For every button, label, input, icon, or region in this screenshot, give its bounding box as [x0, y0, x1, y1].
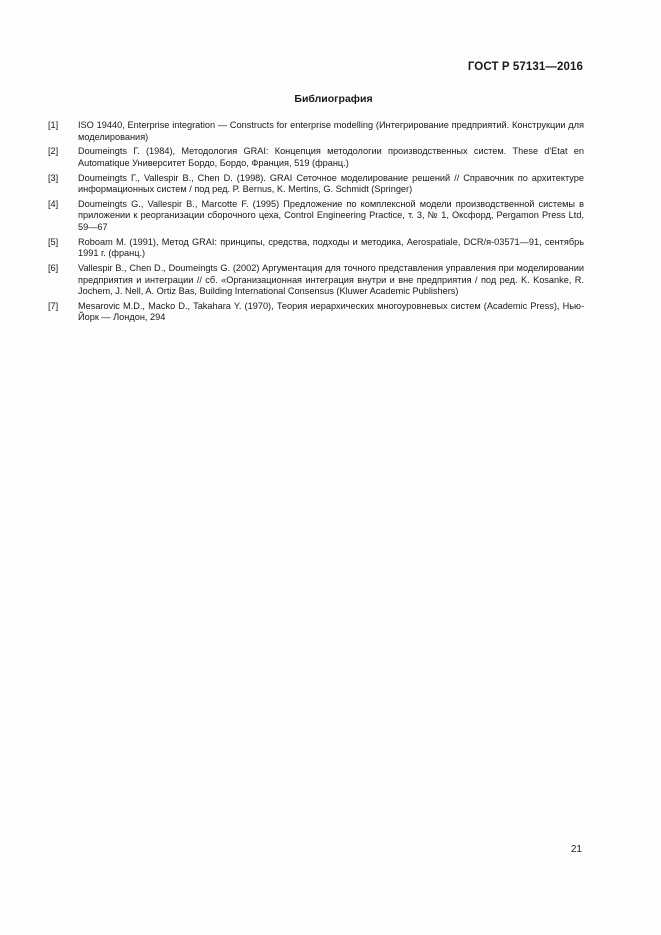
bibliography-item	[48, 173, 584, 196]
bibliography-item	[48, 301, 584, 324]
reference-number: [6]	[48, 263, 59, 273]
reference-number: [4]	[48, 198, 59, 209]
document-code: ГОСТ Р 57131—2016	[467, 61, 583, 73]
reference-text: Doumeingts Г., Vallespir B., Chen D. (1998). GRAI Сеточное моделирование решений // Справочник по архитектуре информационных систем / под ред. P. Bernus, K. Mertins, G. Schmidt (Springer)	[78, 172, 584, 195]
bibliography-item	[48, 237, 584, 260]
reference-text: Vallespir B., Chen D., Doumeingts G. (2002) Аргументация для точного представления управления при моделировании предприятия и интеграции // сб. «Организационная интеграция внутри и вне предприятия / под ред. K. Kosanke, R. Jochem, J. Nell, A. Ortiz Bas, Building International Consensus (Kluwer Academic Publishers)	[78, 263, 584, 297]
reference-number: [1]	[48, 120, 59, 130]
reference-number: [3]	[48, 172, 59, 183]
reference-text: ISO 19440, Enterprise integration — Constructs for enterprise modelling (Интегрирование предприятий. Конструкции для моделирования)	[78, 120, 584, 142]
bibliography-item	[48, 263, 584, 298]
bibliography-item	[48, 146, 584, 169]
reference-number: [7]	[48, 300, 59, 311]
section-title: Библиография	[294, 93, 373, 105]
reference-number: [2]	[48, 146, 59, 157]
page-number: 21	[570, 844, 582, 855]
reference-text: Mesarovic M.D., Macko D., Takahara Y. (1970), Теория иерархических многоуровневых систем (Academic Press), Нью-Йорк — Лондон, 294	[78, 300, 584, 323]
reference-text: Doumeingts G., Vallespir B., Marcotte F. (1995) Предложение по комплексной модели производственной системы в приложении к реорганизации сборочного цеха, Control Engineering Practice, т. 3, № 1, Оксфорд, Pergamon Press Ltd, 59—67	[78, 198, 584, 233]
bibliography-list	[48, 120, 584, 327]
reference-number: [5]	[48, 236, 59, 247]
reference-text: Roboam M. (1991), Метод GRAI: принципы, средства, подходы и методика, Aerospatiale, DCR/я-03571—91, сентябрь 1991 г. (франц.)	[78, 236, 584, 259]
reference-text: Doumeingts Г. (1984), Методология GRAI: Концепция методологии производственных систем. These d'Etat en Automatique Университет Бордо, Бордо, Франция, 519 (франц.)	[78, 146, 584, 168]
bibliography-item	[48, 199, 584, 234]
bibliography-item	[48, 120, 584, 143]
